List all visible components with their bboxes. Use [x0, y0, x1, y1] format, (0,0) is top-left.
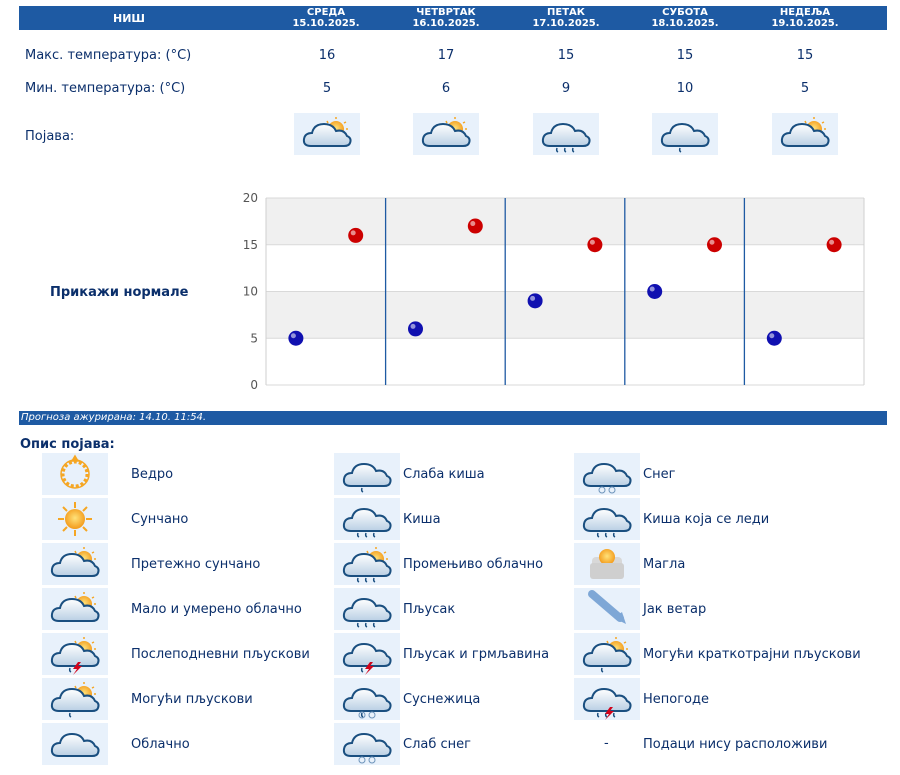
max-temp-point — [587, 237, 602, 252]
min-temp-day-5: 5 — [800, 81, 810, 96]
afternoon-showers-icon — [42, 633, 108, 675]
legend-label: Облачно — [131, 737, 190, 752]
legend-label: Промењиво облачно — [403, 557, 544, 572]
possible-showers-icon — [42, 678, 108, 720]
min-temp-point — [408, 321, 423, 336]
max-temp-day-5: 15 — [796, 48, 814, 63]
cloudy-icon — [42, 723, 108, 765]
max-temp-label: Макс. температура: (°C) — [25, 48, 192, 63]
point-highlight — [590, 240, 595, 245]
light-rain-icon — [334, 453, 400, 495]
partly-cloudy-icon — [42, 588, 108, 630]
clear-icon — [42, 453, 108, 495]
min-temp-day-1: 5 — [322, 81, 332, 96]
day-name: ПЕТАК — [547, 7, 585, 18]
day-name: СУБОТА — [662, 7, 708, 18]
legend-title: Опис појава: — [20, 437, 115, 452]
legend-label: Непогоде — [643, 692, 709, 707]
point-highlight — [530, 296, 535, 301]
light-rain-icon — [533, 113, 599, 155]
max-temp-point — [707, 237, 722, 252]
y-tick-label: 10 — [242, 284, 258, 299]
day-date: 15.10.2025. — [292, 18, 360, 29]
day-header-4 — [630, 6, 740, 29]
partly-cloudy-icon — [772, 113, 838, 155]
no-data-dash: - — [604, 736, 609, 751]
day-name: ЧЕТВРТАК — [416, 7, 476, 18]
max-temp-day-4: 15 — [676, 48, 694, 63]
legend-label: Киша која се леди — [643, 512, 770, 527]
partly-cloudy-icon — [413, 113, 479, 155]
max-temp-point — [827, 237, 842, 252]
phenomenon-label: Појава: — [25, 129, 75, 144]
legend-label: Сунчано — [131, 512, 189, 527]
brief-showers-icon — [574, 633, 640, 675]
y-tick-label: 20 — [242, 191, 258, 205]
legend-label: Слаба киша — [403, 467, 485, 482]
sunny-icon — [42, 498, 108, 540]
sleet-icon — [334, 678, 400, 720]
legend-label: Киша — [403, 512, 441, 527]
legend-label: Јак ветар — [643, 602, 707, 617]
storms-icon — [574, 678, 640, 720]
legend-label: Магла — [643, 557, 686, 572]
day-date: 18.10.2025. — [651, 18, 719, 29]
thunder-shower-icon — [334, 633, 400, 675]
min-temp-point — [528, 293, 543, 308]
city-name: НИШ — [112, 12, 145, 25]
day-header-2 — [391, 6, 501, 29]
max-temp-point — [348, 228, 363, 243]
legend-label: Мало и умерено облачно — [131, 602, 302, 617]
day-name: НЕДЕЉА — [779, 7, 831, 18]
min-temp-point — [767, 331, 782, 346]
variable-cloudy-icon — [334, 543, 400, 585]
min-temp-day-4: 10 — [676, 81, 694, 96]
point-highlight — [351, 230, 356, 235]
day-date: 19.10.2025. — [771, 18, 839, 29]
mostly-sunny-icon — [42, 543, 108, 585]
day-name: СРЕДА — [306, 7, 346, 18]
strong-wind-icon — [574, 588, 640, 630]
day-header-3 — [511, 6, 621, 29]
cloudy-drizzle-icon — [652, 113, 718, 155]
point-highlight — [470, 221, 475, 226]
legend-label: Пљусак и грмљавина — [403, 647, 550, 662]
shower-icon — [334, 588, 400, 630]
min-temp-day-3: 9 — [561, 81, 571, 96]
forecast-header — [19, 6, 887, 30]
legend-label: Суснежица — [403, 692, 481, 707]
min-temp-point — [647, 284, 662, 299]
legend-label: Подаци нису расположиви — [643, 737, 828, 752]
light-snow-icon — [334, 723, 400, 765]
chart-band — [266, 245, 864, 292]
y-tick-label: 0 — [250, 378, 258, 392]
legend-label: Могући пљускови — [131, 692, 253, 707]
mostly-sunny-icon — [294, 113, 360, 155]
day-header-1 — [271, 6, 381, 29]
snow-icon — [574, 453, 640, 495]
y-tick-label: 15 — [242, 237, 258, 252]
point-highlight — [411, 324, 416, 329]
max-temp-point — [468, 219, 483, 234]
max-temp-day-3: 15 — [557, 48, 575, 63]
fog-icon — [574, 543, 640, 585]
max-temp-day-2: 17 — [437, 48, 455, 63]
day-date: 17.10.2025. — [532, 18, 600, 29]
y-tick-label: 5 — [250, 331, 258, 346]
min-temp-day-2: 6 — [441, 81, 451, 96]
legend-label: Слаб снег — [403, 737, 471, 752]
point-highlight — [829, 240, 834, 245]
forecast-updated: Прогноза ажурирана: 14.10. 11:54. — [19, 411, 887, 425]
point-highlight — [769, 333, 774, 338]
point-highlight — [650, 287, 655, 292]
legend-label: Ведро — [131, 467, 174, 482]
legend-label: Претежно сунчано — [131, 557, 261, 572]
point-highlight — [710, 240, 715, 245]
day-date: 16.10.2025. — [412, 18, 480, 29]
show-normals-link[interactable]: Прикажи нормале — [50, 285, 189, 300]
freezing-rain-icon — [574, 498, 640, 540]
rain-icon — [334, 498, 400, 540]
legend-label: Послеподневни пљускови — [131, 647, 310, 662]
max-temp-day-1: 16 — [318, 48, 336, 63]
temperature-chart — [0, 188, 900, 398]
legend-label: Снег — [643, 467, 676, 482]
day-header-5 — [750, 6, 860, 29]
legend-label: Могући краткотрајни пљускови — [643, 647, 861, 662]
min-temp-point — [288, 331, 303, 346]
min-temp-label: Мин. температура: (°C) — [25, 81, 186, 96]
point-highlight — [291, 333, 296, 338]
legend-label: Пљусак — [403, 602, 456, 617]
